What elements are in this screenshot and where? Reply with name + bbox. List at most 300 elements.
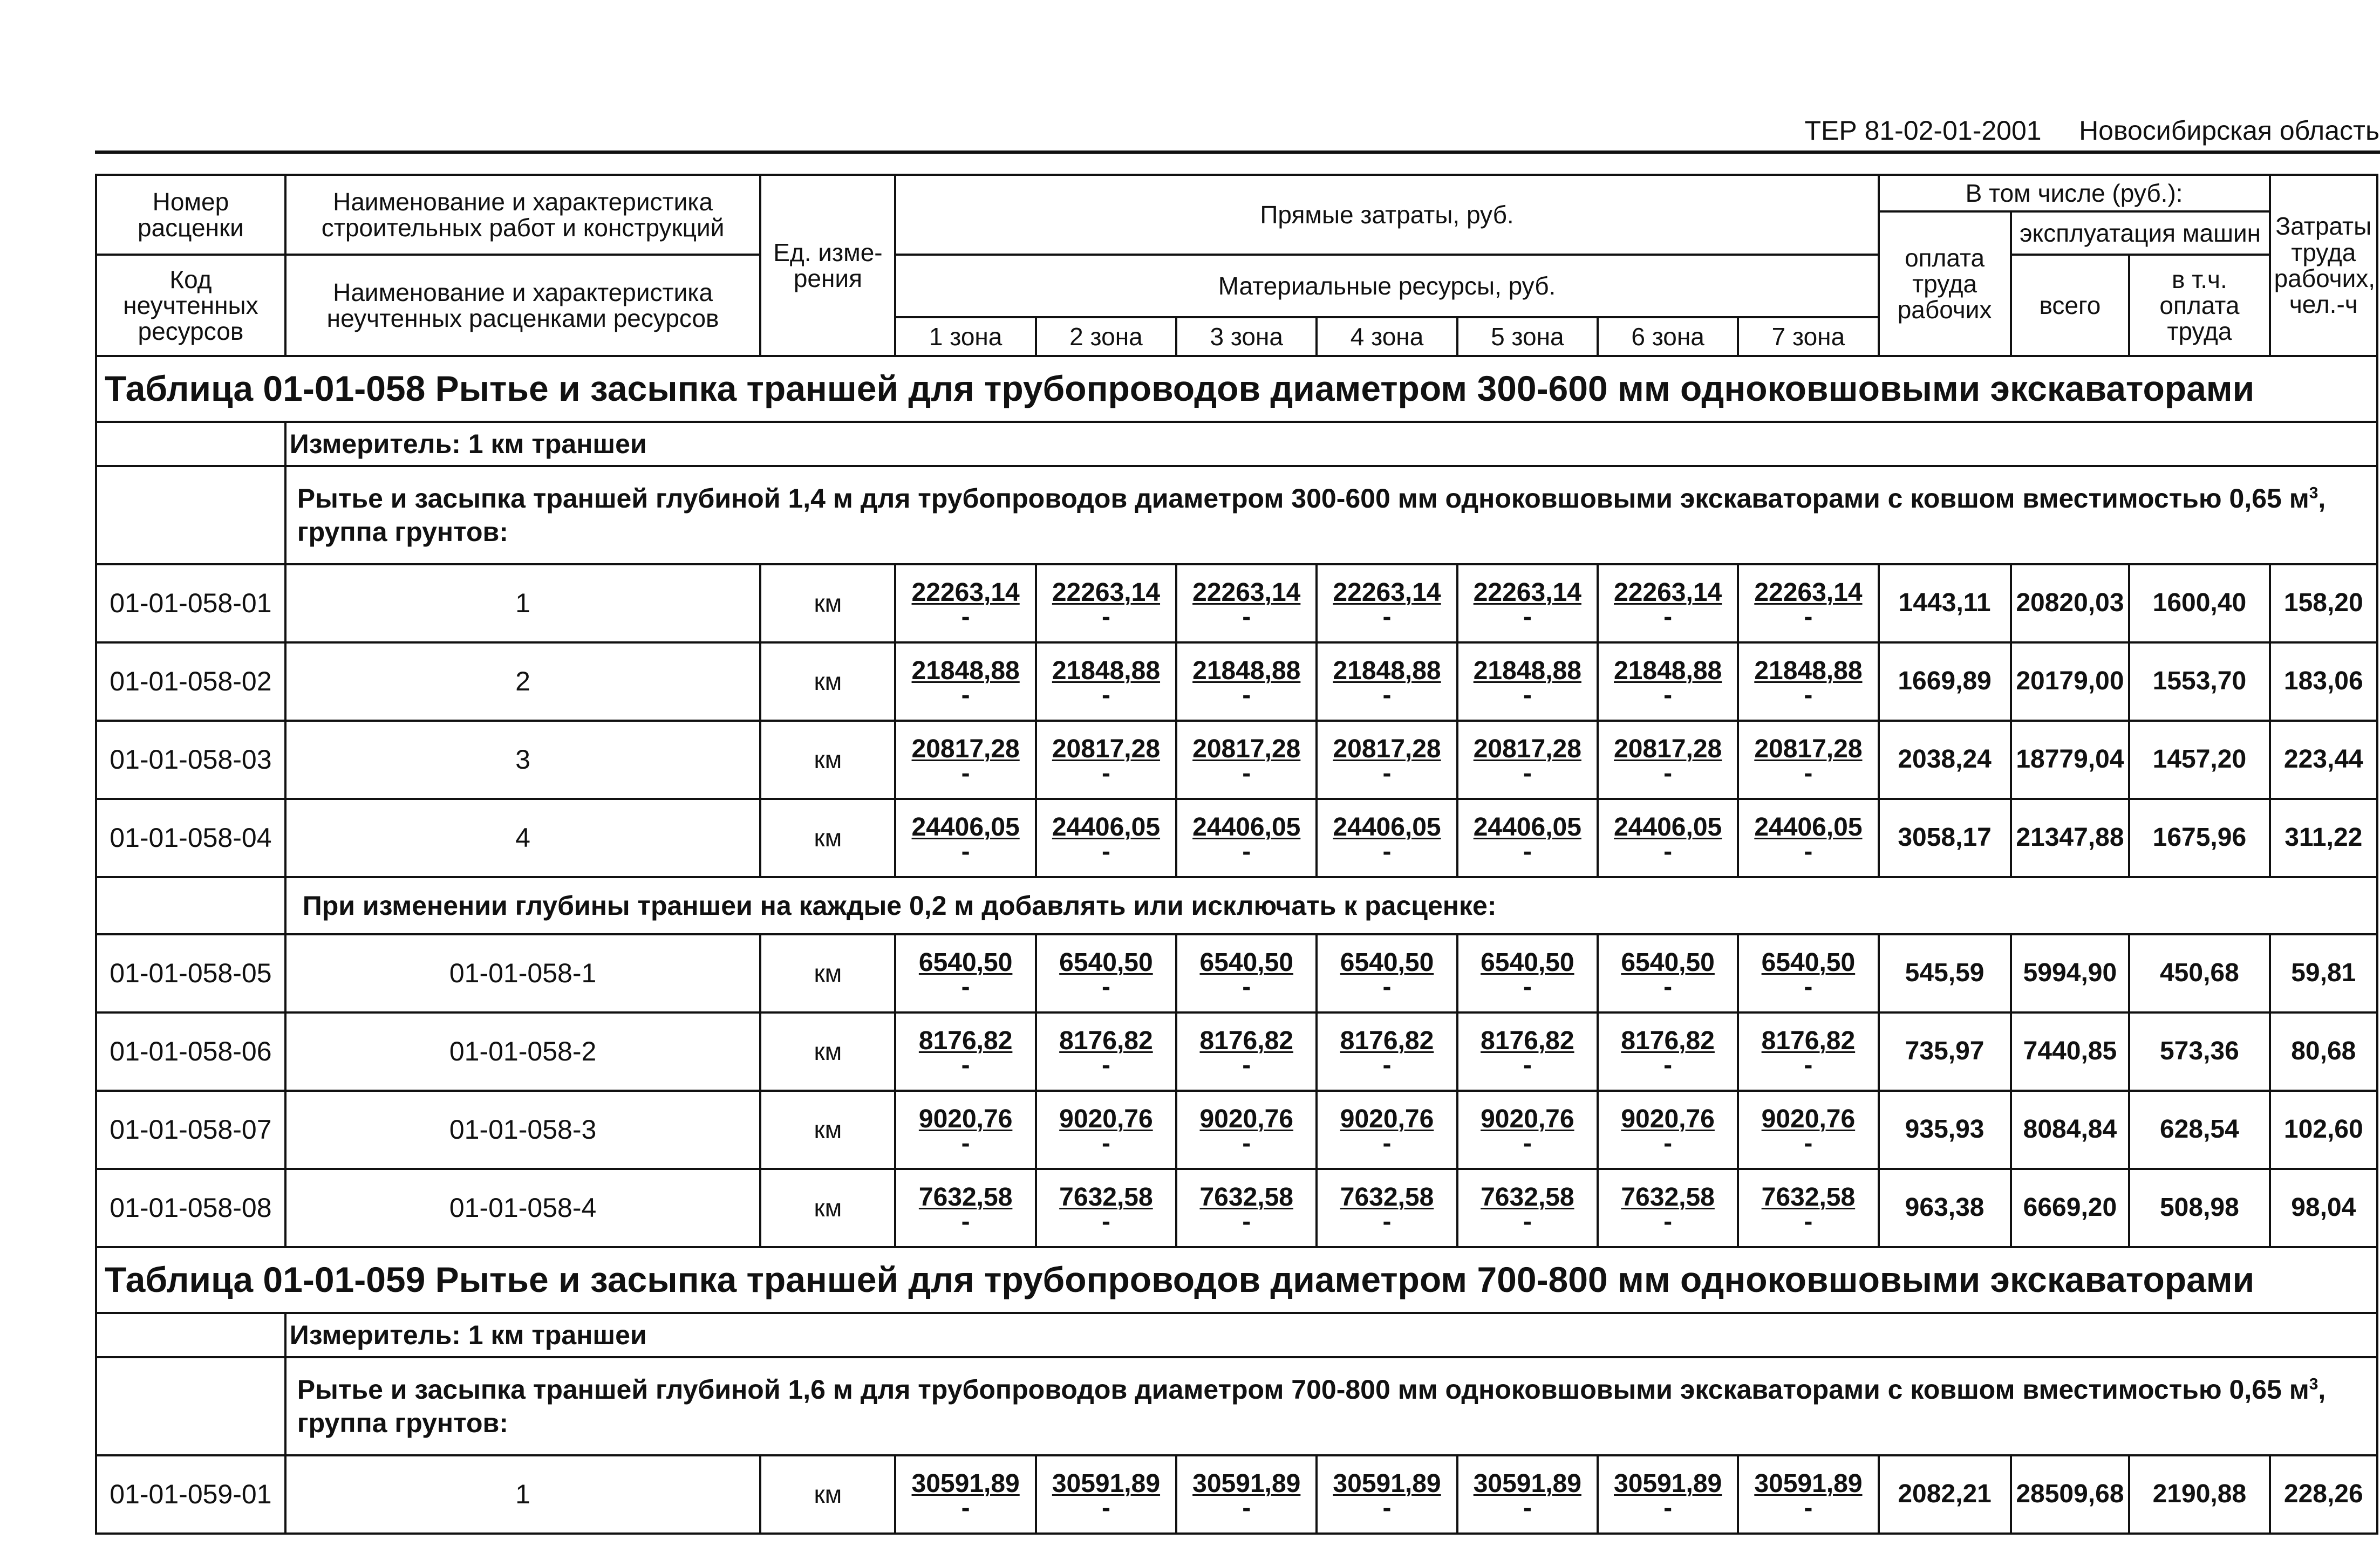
machines-total-value: 8084,84 (2011, 1091, 2130, 1169)
zone-cost-blank: - (1804, 758, 1813, 788)
zone-cost-value: 6540,50 (1481, 948, 1574, 977)
zone-cost-cell (895, 564, 1035, 642)
zone-cost-value: 20817,28 (911, 735, 1020, 764)
table-row (96, 1169, 2377, 1247)
machines-pay-value: 450,68 (2129, 934, 2269, 1012)
zone-cost-blank: - (1242, 602, 1251, 631)
zone-cost-cell (1457, 1169, 1598, 1247)
zone-cost-cell (1457, 721, 1598, 799)
table-row (96, 799, 2377, 877)
machines-total-value: 20179,00 (2011, 642, 2130, 721)
rate-code: 01-01-058-02 (96, 642, 285, 721)
zone-cost-cell (1036, 1091, 1176, 1169)
worker-pay-value: 2082,21 (1879, 1455, 2011, 1534)
zone-cost-value: 9020,76 (1761, 1105, 1856, 1134)
zone-cost-value: 24406,05 (1052, 813, 1161, 842)
zone-cost-value: 6540,50 (1761, 948, 1856, 977)
zone-cost-value: 8176,82 (1340, 1027, 1434, 1056)
zone-cost-blank: - (1663, 680, 1673, 709)
zone-cost-blank: - (1804, 680, 1813, 709)
empty-cell (96, 1313, 285, 1357)
zone-cost-cell (1317, 721, 1457, 799)
zone-cost-value: 6540,50 (1059, 948, 1153, 977)
zone-cost-cell (1738, 1169, 1878, 1247)
zone-cost-blank: - (1523, 837, 1532, 866)
header-zone: 7 зона (1738, 317, 1878, 356)
header-unit: Ед. изме-рения (760, 175, 895, 356)
description-superscript: 3 (2309, 1374, 2318, 1393)
worker-pay-value: 3058,17 (1879, 799, 2011, 877)
rate-unit: км (760, 564, 895, 642)
zone-cost-blank: - (1663, 1493, 1673, 1522)
zone-cost-value: 7632,58 (1761, 1183, 1856, 1212)
worker-pay-value: 963,38 (1879, 1169, 2011, 1247)
zone-cost-blank: - (1101, 1207, 1110, 1236)
zone-cost-value: 30591,89 (1052, 1469, 1161, 1499)
rate-code: 01-01-058-08 (96, 1169, 285, 1247)
zone-cost-cell (1176, 642, 1317, 721)
zone-cost-blank: - (961, 758, 970, 788)
zone-cost-blank: - (1663, 602, 1673, 631)
labor-value: 98,04 (2270, 1169, 2377, 1247)
zone-cost-value: 8176,82 (1621, 1027, 1715, 1056)
header-including: В том числе (руб.): (1879, 175, 2270, 211)
rate-code: 01-01-058-03 (96, 721, 285, 799)
machines-pay-value: 1600,40 (2129, 564, 2269, 642)
zone-cost-cell (1317, 1091, 1457, 1169)
zone-cost-value: 24406,05 (1754, 813, 1863, 842)
zone-cost-cell (1457, 934, 1598, 1012)
zone-cost-blank: - (961, 602, 970, 631)
zone-cost-value: 22263,14 (1614, 578, 1722, 607)
header-labor-costs: Затраты труда рабочих, чел.-ч (2270, 175, 2377, 356)
zone-cost-blank: - (1804, 837, 1813, 866)
zone-cost-blank: - (961, 1050, 970, 1079)
zone-cost-blank: - (1382, 680, 1392, 709)
zone-cost-cell (1738, 1455, 1878, 1534)
rate-name: 4 (285, 799, 761, 877)
table-row (96, 642, 2377, 721)
zone-cost-value: 7632,58 (918, 1183, 1013, 1212)
zone-cost-cell (1176, 1455, 1317, 1534)
header-row-3 (96, 255, 2377, 286)
zone-cost-cell (895, 799, 1035, 877)
zone-cost-cell (1457, 642, 1598, 721)
zone-cost-value: 24406,05 (1192, 813, 1301, 842)
rate-name: 3 (285, 721, 761, 799)
zone-cost-cell (1738, 1091, 1878, 1169)
zone-cost-value: 9020,76 (1059, 1105, 1153, 1134)
zone-cost-blank: - (1804, 972, 1813, 1001)
machines-total-value: 7440,85 (2011, 1012, 2130, 1091)
zone-cost-value: 24406,05 (1614, 813, 1722, 842)
zone-cost-blank: - (1382, 758, 1392, 788)
empty-cell (96, 1357, 285, 1455)
zone-cost-value: 7632,58 (1199, 1183, 1293, 1212)
header-worker-pay: оплата труда рабочих (1879, 211, 2011, 356)
zone-cost-cell (1036, 1455, 1176, 1534)
zone-cost-cell (1317, 642, 1457, 721)
zone-cost-value: 6540,50 (1199, 948, 1293, 977)
measure-label: Измеритель: 1 км траншеи (285, 1313, 2377, 1357)
zone-cost-cell (1598, 1012, 1738, 1091)
zone-cost-value: 6540,50 (918, 948, 1013, 977)
zone-cost-blank: - (1101, 1493, 1110, 1522)
empty-cell (96, 422, 285, 466)
price-table (95, 174, 2378, 1535)
zone-cost-cell (895, 1012, 1035, 1091)
zone-cost-value: 20817,28 (1192, 735, 1301, 764)
rate-name: 01-01-058-2 (285, 1012, 761, 1091)
machines-pay-value: 628,54 (2129, 1091, 2269, 1169)
zone-cost-blank: - (1804, 1493, 1813, 1522)
labor-value: 311,22 (2270, 799, 2377, 877)
zone-cost-cell (1598, 799, 1738, 877)
table-row (96, 1012, 2377, 1091)
zone-cost-cell (1317, 1455, 1457, 1534)
zone-cost-cell (1598, 1455, 1738, 1534)
zone-cost-blank: - (1663, 972, 1673, 1001)
zone-cost-value: 22263,14 (1473, 578, 1581, 607)
zone-cost-blank: - (1101, 1050, 1110, 1079)
zone-cost-cell (1036, 564, 1176, 642)
header-rate-number: Номер расценки (96, 175, 285, 255)
zone-cost-blank: - (1101, 758, 1110, 788)
description-text: Рытье и засыпка траншей глубиной 1,4 м для трубопроводов диаметром 300-600 мм одноковшовыми экскаваторами с ковшом вместимостью 0,65 м (297, 483, 2309, 514)
zone-cost-blank: - (1382, 972, 1392, 1001)
zone-cost-blank: - (1242, 1207, 1251, 1236)
header-direct-costs: Прямые затраты, руб. (895, 175, 1878, 255)
zone-cost-blank: - (1101, 837, 1110, 866)
rate-unit: км (760, 1091, 895, 1169)
table-row (96, 721, 2377, 799)
machines-pay-value: 573,36 (2129, 1012, 2269, 1091)
machines-total-value: 6669,20 (2011, 1169, 2130, 1247)
rate-name: 1 (285, 1455, 761, 1534)
zone-cost-cell (1176, 799, 1317, 877)
zone-cost-blank: - (1523, 680, 1532, 709)
description-text: Рытье и засыпка траншей глубиной 1,6 м для трубопроводов диаметром 700-800 мм одноковшовыми экскаваторами с ковшом вместимостью 0,65 м (297, 1374, 2309, 1405)
zone-cost-value: 9020,76 (918, 1105, 1013, 1134)
machines-total-value: 5994,90 (2011, 934, 2130, 1012)
zone-cost-value: 30591,89 (1473, 1469, 1581, 1499)
zone-cost-value: 24406,05 (1473, 813, 1581, 842)
zone-cost-cell (1598, 934, 1738, 1012)
zone-cost-blank: - (1382, 1493, 1392, 1522)
description-cell (285, 1357, 2377, 1455)
zone-cost-cell (1036, 1012, 1176, 1091)
document-code: ТЕР 81-02-01-2001 (1804, 115, 2042, 146)
rate-name: 01-01-058-4 (285, 1169, 761, 1247)
zone-cost-value: 30591,89 (1192, 1469, 1301, 1499)
description-tail: , группа грунтов: (297, 1374, 2326, 1438)
header-resource-code: Код неучтенных ресурсов (96, 255, 285, 356)
zone-cost-blank: - (1523, 1128, 1532, 1158)
header-zone: 3 зона (1176, 317, 1317, 356)
description-row (96, 1357, 2377, 1455)
zone-cost-value: 24406,05 (911, 813, 1020, 842)
header-row-1 (96, 175, 2377, 211)
zone-cost-blank: - (1804, 1207, 1813, 1236)
zone-cost-blank: - (1242, 837, 1251, 866)
zone-cost-value: 22263,14 (911, 578, 1020, 607)
zone-cost-value: 8176,82 (918, 1027, 1013, 1056)
labor-value: 59,81 (2270, 934, 2377, 1012)
rate-unit: км (760, 721, 895, 799)
table-title-row (96, 356, 2377, 422)
rate-unit: км (760, 799, 895, 877)
zone-cost-cell (1176, 1091, 1317, 1169)
zone-cost-blank: - (1242, 680, 1251, 709)
zone-cost-blank: - (1523, 1050, 1532, 1079)
zone-cost-blank: - (1101, 602, 1110, 631)
labor-value: 228,26 (2270, 1455, 2377, 1534)
header-resource-name: Наименование и характеристика неучтенных расценками ресурсов (285, 255, 761, 356)
zone-cost-value: 21848,88 (1052, 656, 1161, 686)
empty-cell (96, 877, 285, 934)
zone-cost-value: 9020,76 (1340, 1105, 1434, 1134)
zone-cost-cell (1457, 1455, 1598, 1534)
zone-cost-blank: - (961, 837, 970, 866)
zone-cost-blank: - (1523, 758, 1532, 788)
zone-cost-value: 21848,88 (1333, 656, 1441, 686)
zone-cost-value: 30591,89 (1614, 1469, 1722, 1499)
zone-cost-blank: - (1242, 1128, 1251, 1158)
zone-cost-cell (1598, 642, 1738, 721)
table-body (96, 175, 2377, 1534)
zone-cost-blank: - (961, 680, 970, 709)
zone-cost-cell (1738, 934, 1878, 1012)
document-header-text (1804, 115, 2379, 146)
description-superscript: 3 (2309, 483, 2318, 502)
zone-cost-value: 30591,89 (1333, 1469, 1441, 1499)
description-cell (285, 466, 2377, 564)
table-row (96, 1091, 2377, 1169)
zone-cost-value: 20817,28 (1473, 735, 1581, 764)
machines-total-value: 18779,04 (2011, 721, 2130, 799)
zone-cost-value: 30591,89 (1754, 1469, 1863, 1499)
zone-cost-blank: - (1804, 1128, 1813, 1158)
zone-cost-cell (895, 1169, 1035, 1247)
zone-cost-value: 22263,14 (1754, 578, 1863, 607)
zone-cost-cell (1176, 934, 1317, 1012)
zone-cost-blank: - (1382, 1128, 1392, 1158)
machines-pay-value: 2190,88 (2129, 1455, 2269, 1534)
zone-cost-blank: - (1242, 972, 1251, 1001)
zone-cost-cell (1738, 564, 1878, 642)
empty-cell (96, 466, 285, 564)
worker-pay-value: 935,93 (1879, 1091, 2011, 1169)
zone-cost-cell (895, 1455, 1035, 1534)
zone-cost-cell (1738, 1012, 1878, 1091)
zone-cost-blank: - (1101, 1128, 1110, 1158)
labor-value: 223,44 (2270, 721, 2377, 799)
rate-unit: км (760, 1012, 895, 1091)
zone-cost-cell (895, 1091, 1035, 1169)
zone-cost-cell (1317, 1012, 1457, 1091)
zone-cost-blank: - (1663, 837, 1673, 866)
header-material-resources: Материальные ресурсы, руб. (895, 255, 1878, 317)
table-title: Таблица 01-01-058 Рытье и засыпка траншей для трубопроводов диаметром 300-600 мм одноковшовыми экскаваторами (96, 356, 2377, 422)
measure-row (96, 422, 2377, 466)
rate-code: 01-01-058-07 (96, 1091, 285, 1169)
rate-name: 1 (285, 564, 761, 642)
labor-value: 80,68 (2270, 1012, 2377, 1091)
zone-cost-blank: - (1242, 1493, 1251, 1522)
document-region: Новосибирская область (2079, 115, 2379, 146)
zone-cost-cell (1036, 934, 1176, 1012)
zone-cost-cell (1176, 1169, 1317, 1247)
machines-total-value: 20820,03 (2011, 564, 2130, 642)
table-title-row (96, 1247, 2377, 1313)
rate-code: 01-01-058-06 (96, 1012, 285, 1091)
rate-name: 2 (285, 642, 761, 721)
zone-cost-cell (1738, 642, 1878, 721)
zone-cost-cell (1176, 564, 1317, 642)
zone-cost-value: 20817,28 (1052, 735, 1161, 764)
labor-value: 158,20 (2270, 564, 2377, 642)
machines-pay-value: 508,98 (2129, 1169, 2269, 1247)
zone-cost-cell (895, 721, 1035, 799)
zone-cost-cell (1598, 721, 1738, 799)
zone-cost-blank: - (1804, 1050, 1813, 1079)
document-header (95, 111, 2380, 154)
zone-cost-value: 22263,14 (1052, 578, 1161, 607)
zone-cost-cell (1457, 564, 1598, 642)
header-machines-pay: в т.ч. оплата труда (2129, 255, 2269, 356)
machines-total-value: 21347,88 (2011, 799, 2130, 877)
description-row (96, 466, 2377, 564)
zone-cost-cell (1176, 1012, 1317, 1091)
rate-unit: км (760, 642, 895, 721)
zone-cost-value: 6540,50 (1340, 948, 1434, 977)
zone-cost-cell (1317, 934, 1457, 1012)
zone-cost-value: 9020,76 (1621, 1105, 1715, 1134)
zone-cost-value: 9020,76 (1199, 1105, 1293, 1134)
zone-cost-value: 20817,28 (1754, 735, 1863, 764)
zone-cost-cell (895, 934, 1035, 1012)
zone-cost-blank: - (1382, 1207, 1392, 1236)
zone-cost-value: 20817,28 (1333, 735, 1441, 764)
zone-cost-cell (1598, 1091, 1738, 1169)
zone-cost-value: 8176,82 (1481, 1027, 1574, 1056)
machines-pay-value: 1675,96 (2129, 799, 2269, 877)
zone-cost-blank: - (961, 1128, 970, 1158)
header-zone: 1 зона (895, 317, 1035, 356)
zone-cost-cell (1457, 1012, 1598, 1091)
rate-name: 01-01-058-3 (285, 1091, 761, 1169)
zone-cost-cell (1598, 1169, 1738, 1247)
zone-cost-cell (1036, 721, 1176, 799)
note-row (96, 877, 2377, 934)
worker-pay-value: 1669,89 (1879, 642, 2011, 721)
table-title: Таблица 01-01-059 Рытье и засыпка траншей для трубопроводов диаметром 700-800 мм одноковшовыми экскаваторами (96, 1247, 2377, 1313)
header-machine-operation: эксплуатация машин (2011, 211, 2270, 255)
zone-cost-value: 21848,88 (1614, 656, 1722, 686)
zone-cost-value: 30591,89 (911, 1469, 1020, 1499)
zone-cost-value: 7632,58 (1621, 1183, 1715, 1212)
zone-cost-blank: - (1523, 602, 1532, 631)
zone-cost-cell (1317, 564, 1457, 642)
zone-cost-value: 22263,14 (1192, 578, 1301, 607)
zone-cost-blank: - (1382, 1050, 1392, 1079)
rate-unit: км (760, 1455, 895, 1534)
zone-cost-value: 7632,58 (1481, 1183, 1574, 1212)
description-tail: , группа грунтов: (297, 483, 2326, 547)
table-row (96, 934, 2377, 1012)
zone-cost-value: 21848,88 (1473, 656, 1581, 686)
zone-cost-blank: - (961, 1207, 970, 1236)
zone-cost-blank: - (1242, 1050, 1251, 1079)
zone-cost-blank: - (1101, 680, 1110, 709)
zone-cost-value: 8176,82 (1199, 1027, 1293, 1056)
header-machines-total: всего (2011, 255, 2130, 356)
measure-row (96, 1313, 2377, 1357)
zone-cost-blank: - (1523, 972, 1532, 1001)
table-row (96, 1455, 2377, 1534)
worker-pay-value: 735,97 (1879, 1012, 2011, 1091)
zone-cost-cell (1317, 799, 1457, 877)
zone-cost-cell (1457, 799, 1598, 877)
zone-cost-value: 6540,50 (1621, 948, 1715, 977)
rate-unit: км (760, 934, 895, 1012)
zone-cost-cell (1738, 799, 1878, 877)
zone-cost-blank: - (1663, 1207, 1673, 1236)
zone-cost-cell (895, 642, 1035, 721)
table-row (96, 564, 2377, 642)
zone-cost-value: 8176,82 (1761, 1027, 1856, 1056)
zone-cost-cell (1036, 1169, 1176, 1247)
measure-label: Измеритель: 1 км траншеи (285, 422, 2377, 466)
header-zone: 4 зона (1317, 317, 1457, 356)
machines-pay-value: 1553,70 (2129, 642, 2269, 721)
zone-cost-blank: - (1242, 758, 1251, 788)
header-zone: 2 зона (1036, 317, 1176, 356)
zone-cost-value: 21848,88 (1192, 656, 1301, 686)
worker-pay-value: 1443,11 (1879, 564, 2011, 642)
zone-cost-blank: - (1663, 758, 1673, 788)
zone-cost-cell (1176, 721, 1317, 799)
zone-cost-value: 22263,14 (1333, 578, 1441, 607)
worker-pay-value: 545,59 (1879, 934, 2011, 1012)
zone-cost-blank: - (1382, 837, 1392, 866)
zone-cost-cell (1317, 1169, 1457, 1247)
rate-code: 01-01-058-05 (96, 934, 285, 1012)
zone-cost-value: 7632,58 (1340, 1183, 1434, 1212)
rate-name: 01-01-058-1 (285, 934, 761, 1012)
zone-cost-value: 20817,28 (1614, 735, 1722, 764)
zone-cost-cell (1036, 799, 1176, 877)
zone-cost-value: 24406,05 (1333, 813, 1441, 842)
labor-value: 183,06 (2270, 642, 2377, 721)
zone-cost-value: 8176,82 (1059, 1027, 1153, 1056)
zone-cost-value: 21848,88 (911, 656, 1020, 686)
zone-cost-blank: - (1663, 1050, 1673, 1079)
labor-value: 102,60 (2270, 1091, 2377, 1169)
note-text: При изменении глубины траншеи на каждые 0,2 м добавлять или исключать к расценке: (285, 877, 2377, 934)
zone-cost-blank: - (1101, 972, 1110, 1001)
zone-cost-value: 21848,88 (1754, 656, 1863, 686)
machines-total-value: 28509,68 (2011, 1455, 2130, 1534)
rate-code: 01-01-058-01 (96, 564, 285, 642)
rate-code: 01-01-059-01 (96, 1455, 285, 1534)
zone-cost-value: 9020,76 (1481, 1105, 1574, 1134)
zone-cost-blank: - (961, 972, 970, 1001)
zone-cost-value: 7632,58 (1059, 1183, 1153, 1212)
zone-cost-blank: - (1663, 1128, 1673, 1158)
rate-unit: км (760, 1169, 895, 1247)
worker-pay-value: 2038,24 (1879, 721, 2011, 799)
